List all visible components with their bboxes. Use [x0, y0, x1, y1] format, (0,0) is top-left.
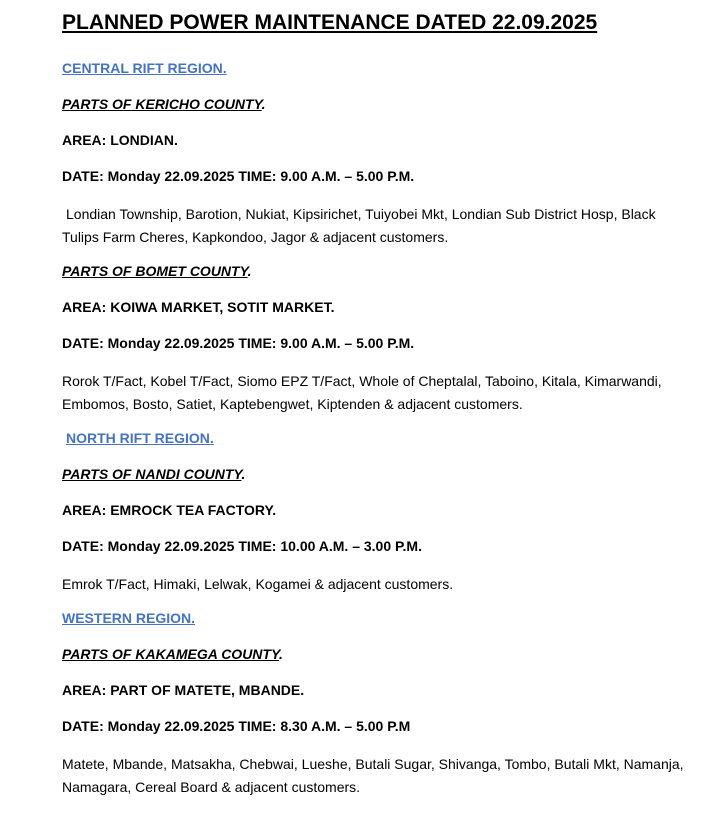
- county-heading-bomet: [62, 262, 692, 280]
- area-line: AREA: LONDIAN.: [62, 132, 178, 148]
- affected-areas-text: Emrok T/Fact, Himaki, Lelwak, Kogamei & adjacent customers.: [62, 576, 454, 592]
- affected-areas-text: Rorok T/Fact, Kobel T/Fact, Siomo EPZ T/Fact, Whole of Cheptalal, Taboino, Kitala, Kimarwandi, Embomos, Bosto, Satiet, Kaptebengwet, Kiptenden & adjacent customers.: [62, 373, 662, 412]
- region-heading-western: WESTERN REGION.: [62, 610, 196, 626]
- area-line: AREA: KOIWA MARKET, SOTIT MARKET.: [62, 299, 335, 315]
- date-time-line: DATE: Monday 22.09.2025 TIME: 9.00 A.M. – 5.00 P.M.: [62, 335, 415, 351]
- region-heading-north-rift: NORTH RIFT REGION.: [66, 430, 214, 446]
- document-title: PLANNED POWER MAINTENANCE DATED 22.09.2025: [62, 11, 598, 34]
- date-time-line: DATE: Monday 22.09.2025 TIME: 9.00 A.M. – 5.00 P.M.: [62, 168, 415, 184]
- county-name: PARTS OF KAKAMEGA COUNTY: [62, 646, 280, 662]
- county-suffix: .: [279, 646, 283, 662]
- county-heading-nandi: [62, 465, 692, 483]
- date-time-line: DATE: Monday 22.09.2025 TIME: 10.00 A.M. – 3.00 P.M.: [62, 538, 422, 554]
- affected-areas-text: Matete, Mbande, Matsakha, Chebwai, Lueshe, Butali Sugar, Shivanga, Tombo, Butali Mkt, Namanja, Namagara, Cereal Board & adjacent customers.: [62, 756, 684, 795]
- county-heading-kakamega: [62, 645, 692, 663]
- county-suffix: .: [261, 96, 266, 112]
- affected-areas-text: Londian Township, Barotion, Nukiat, Kipsirichet, Tuiyobei Mkt, Londian Sub District Hosp, Black Tulips Farm Cheres, Kapkondoo, Jagor & adjacent customers.: [62, 206, 656, 245]
- county-suffix: .: [247, 263, 252, 279]
- county-suffix: .: [241, 466, 246, 482]
- area-line: AREA: PART OF MATETE, MBANDE.: [62, 682, 305, 698]
- date-time-line: DATE: Monday 22.09.2025 TIME: 8.30 A.M. – 5.00 P.M: [62, 718, 411, 734]
- county-name: PARTS OF BOMET COUNTY: [62, 263, 248, 279]
- area-line: AREA: EMROCK TEA FACTORY.: [62, 502, 277, 518]
- region-heading-central-rift: CENTRAL RIFT REGION.: [62, 60, 227, 76]
- county-name: PARTS OF KERICHO COUNTY: [62, 96, 262, 112]
- county-name: PARTS OF NANDI COUNTY: [62, 466, 242, 482]
- document-page: [62, 8, 692, 812]
- county-heading-kericho: [62, 95, 692, 113]
